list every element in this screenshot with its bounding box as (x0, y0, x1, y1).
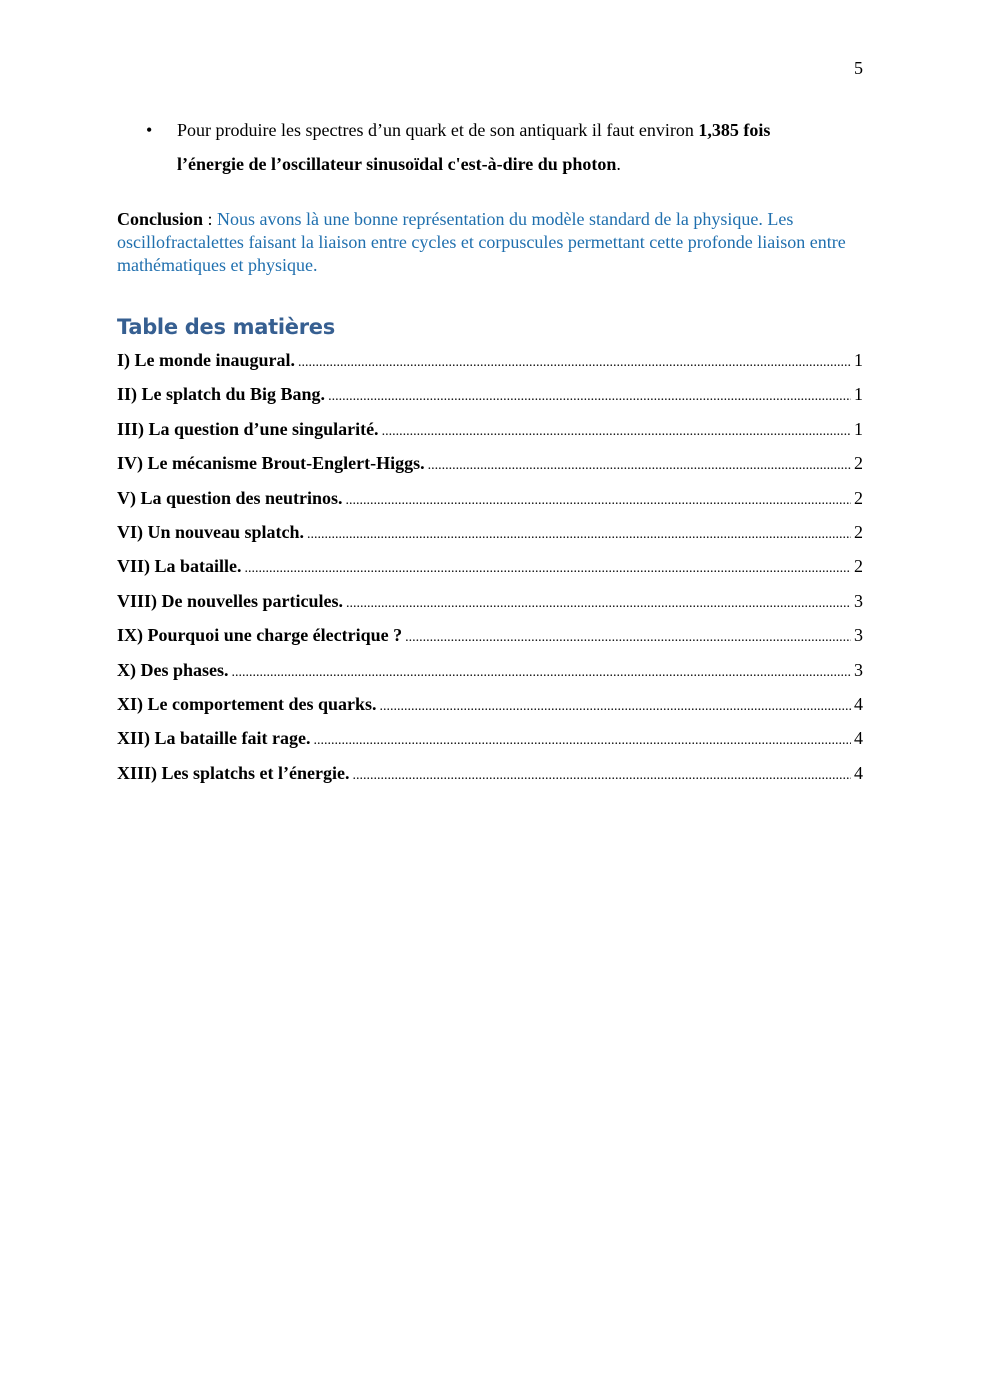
toc-entry-label[interactable]: IV) Le mécanisme Brout-Englert-Higgs. (117, 453, 425, 474)
toc-entry-page[interactable]: 1 (854, 384, 863, 405)
bullet-dot-icon: • (146, 120, 153, 140)
bullet-item (146, 113, 866, 181)
toc-entry-label[interactable]: III) La question d’une singularité. (117, 418, 379, 439)
toc-entry[interactable] (117, 416, 863, 450)
toc-dot-leader (328, 384, 851, 410)
bullet-text-end: . (616, 154, 621, 174)
toc-entry-label[interactable]: I) Le monde inaugural. (117, 350, 296, 370)
bullet-bold-phrase: l’énergie de l’oscillateur sinusoïdal c'est-à-dire du photon (177, 154, 617, 174)
toc-entry-label[interactable]: VI) Un nouveau splatch. (117, 521, 305, 542)
toc-entry-page[interactable]: 2 (854, 521, 863, 542)
toc-entry-label[interactable]: XI) Le comportement des quarks. (117, 693, 377, 714)
toc-entry-page[interactable]: 3 (854, 659, 863, 680)
conclusion-body: Nous avons là une bonne représentation du modèle standard de la physique. Les oscillofractalettes faisant la liaison entre cycles et corpuscules permettant cette profonde liaison entre mathématiques et physique. (117, 209, 846, 275)
toc-entry[interactable] (117, 553, 863, 587)
toc-entry-page[interactable]: 4 (854, 762, 863, 783)
toc-entry-label[interactable]: IX) Pourquoi une charge électrique ? (117, 625, 403, 646)
toc-entry[interactable] (117, 347, 863, 381)
toc-entry-label[interactable]: X) Des phases. (117, 659, 229, 680)
toc-dot-leader (428, 453, 851, 479)
toc-entry[interactable] (117, 622, 863, 656)
toc-entry-page[interactable]: 4 (854, 728, 863, 749)
toc-entry[interactable] (117, 381, 863, 415)
toc-entry-page[interactable]: 2 (854, 556, 863, 577)
toc-entry-page[interactable]: 4 (854, 693, 863, 714)
toc-dot-leader (382, 419, 851, 445)
toc-entry[interactable] (117, 725, 863, 759)
toc-dot-leader (379, 694, 851, 720)
toc-dot-leader (352, 763, 851, 789)
toc-dot-leader (232, 660, 851, 686)
conclusion-label: Conclusion (117, 209, 204, 229)
toc-dot-leader (346, 591, 851, 617)
toc-entry-page[interactable]: 1 (854, 350, 863, 370)
toc-dot-leader (346, 488, 851, 514)
conclusion-paragraph (117, 208, 867, 277)
conclusion-separator: : (203, 209, 218, 229)
toc-entry[interactable] (117, 657, 863, 691)
bullet-text (177, 113, 866, 181)
toc-entry-page[interactable]: 1 (854, 418, 863, 439)
toc-dot-leader (405, 625, 851, 651)
toc-entry-label[interactable]: VII) La bataille. (117, 556, 242, 577)
toc-entry[interactable] (117, 519, 863, 553)
toc-dot-leader (245, 556, 851, 582)
toc-entry-page[interactable]: 2 (854, 453, 863, 474)
table-of-contents (117, 347, 863, 794)
toc-entry-label[interactable]: II) Le splatch du Big Bang. (117, 384, 326, 405)
toc-entry-label[interactable]: XII) La bataille fait rage. (117, 728, 311, 749)
toc-entry-page[interactable]: 2 (854, 487, 863, 508)
toc-dot-leader (307, 522, 851, 548)
toc-dot-leader (298, 350, 851, 376)
toc-entry[interactable] (117, 450, 863, 484)
toc-title: Table des matières (117, 315, 335, 339)
bullet-text-start: Pour produire les spectres d’un quark et de son antiquark il faut environ (177, 120, 699, 140)
toc-entry[interactable] (117, 691, 863, 725)
toc-entry-page[interactable]: 3 (854, 625, 863, 646)
toc-entry[interactable] (117, 588, 863, 622)
toc-entry-label[interactable]: VIII) De nouvelles particules. (117, 590, 343, 611)
toc-dot-leader (313, 728, 851, 754)
page-number: 5 (854, 58, 863, 78)
toc-entry[interactable] (117, 760, 863, 794)
toc-entry-label[interactable]: XIII) Les splatchs et l’énergie. (117, 762, 350, 783)
bullet-bold-value: 1,385 fois (698, 120, 771, 140)
toc-entry[interactable] (117, 485, 863, 519)
toc-entry-page[interactable]: 3 (854, 590, 863, 611)
toc-entry-label[interactable]: V) La question des neutrinos. (117, 487, 343, 508)
